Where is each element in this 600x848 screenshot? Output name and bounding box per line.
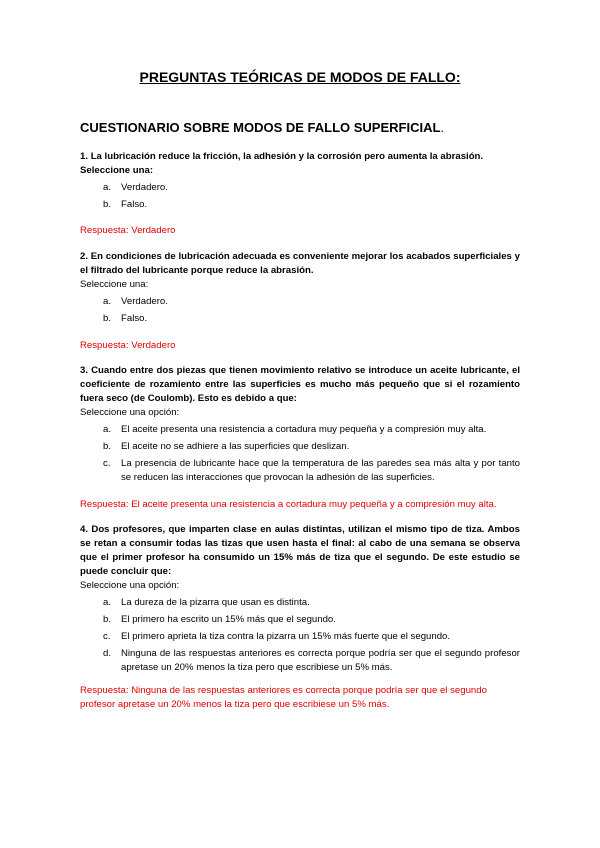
section-subtitle xyxy=(80,120,444,135)
question-text xyxy=(80,150,520,164)
option-b[interactable] xyxy=(80,312,520,326)
options-list xyxy=(80,423,520,485)
question-3 xyxy=(80,364,520,488)
question-prompt: Seleccione una: xyxy=(80,279,149,290)
option-text: El aceite no se adhiere a las superficies que deslizan. xyxy=(121,441,350,452)
question-number: 4. xyxy=(80,524,89,535)
option-a[interactable] xyxy=(80,596,520,610)
option-letter: b. xyxy=(103,614,112,625)
question-body: Dos profesores, que imparten clase en aulas distintas, utilizan el mismo tipo de tiza. Ambos se retan a consumir todas las tizas que usen hasta el final: al cabo de una semana se observa que el primer profesor ha consumido un 15% más de tiza que el segundo. De este estudio se puede concluir que: xyxy=(80,524,520,577)
option-text: Falso. xyxy=(121,313,148,324)
options-list xyxy=(80,181,520,212)
option-letter: a. xyxy=(103,424,112,435)
question-prompt: Seleccione una opción: xyxy=(80,407,180,418)
subtitle-dot: . xyxy=(440,120,445,135)
question-number: 2. xyxy=(80,251,89,262)
options-list xyxy=(80,596,520,675)
question-body: En condiciones de lubricación adecuada es conveniente mejorar los acabados superficiales y el filtrado del lubricante porque reduce la abrasión. xyxy=(80,251,520,276)
answer-1: Respuesta: Verdadero xyxy=(80,225,176,236)
option-text: Verdadero. xyxy=(121,296,168,307)
option-b[interactable] xyxy=(80,440,520,454)
question-2 xyxy=(80,250,520,329)
question-4 xyxy=(80,523,520,678)
option-letter: a. xyxy=(103,182,112,193)
option-letter: b. xyxy=(103,199,112,210)
page-title: PREGUNTAS TEÓRICAS DE MODOS DE FALLO: xyxy=(139,69,461,85)
option-b[interactable] xyxy=(80,613,520,627)
option-text: Verdadero. xyxy=(121,182,168,193)
option-letter: a. xyxy=(103,296,112,307)
option-text: La presencia de lubricante hace que la temperatura de las paredes sea más alta y por tanto se reducen las interacciones que provocan la adhesión de las superficies. xyxy=(121,458,520,483)
option-letter: c. xyxy=(103,631,111,642)
subtitle-text: CUESTIONARIO SOBRE MODOS DE FALLO SUPERFICIAL xyxy=(80,120,441,135)
option-text: La dureza de la pizarra que usan es distinta. xyxy=(121,597,310,608)
question-number: 3. xyxy=(80,365,89,376)
question-text xyxy=(80,250,520,278)
option-letter: a. xyxy=(103,597,112,608)
option-letter: b. xyxy=(103,441,112,452)
option-a[interactable] xyxy=(80,295,520,309)
option-a[interactable] xyxy=(80,423,520,437)
option-b[interactable] xyxy=(80,198,520,212)
option-text: El primero ha escrito un 15% más que el segundo. xyxy=(121,614,336,625)
question-prompt: Seleccione una: xyxy=(80,165,154,176)
question-prompt: Seleccione una opción: xyxy=(80,580,180,591)
option-text: Falso. xyxy=(121,199,148,210)
question-text xyxy=(80,523,520,579)
option-c[interactable] xyxy=(80,457,520,485)
answer-3: Respuesta: El aceite presenta una resistencia a cortadura muy pequeña y a compresión muy alta. xyxy=(80,499,497,510)
question-1 xyxy=(80,150,520,215)
question-number: 1. xyxy=(80,151,89,162)
option-letter: b. xyxy=(103,313,112,324)
option-d[interactable] xyxy=(80,647,520,675)
question-body: La lubricación reduce la fricción, la adhesión y la corrosión pero aumenta la abrasión. xyxy=(90,151,484,162)
option-text: El primero aprieta la tiza contra la pizarra un 15% más fuerte que el segundo. xyxy=(121,631,451,642)
option-a[interactable] xyxy=(80,181,520,195)
answer-2: Respuesta: Verdadero xyxy=(80,340,176,351)
answer-4: Respuesta: Ninguna de las respuestas anteriores es correcta porque podría ser que el segundo profesor apretase un 20% menos la tiza pero que escribiese un 5% más. xyxy=(80,685,487,710)
question-text xyxy=(80,364,520,406)
option-letter: d. xyxy=(103,648,112,659)
option-c[interactable] xyxy=(80,630,520,644)
option-text: Ninguna de las respuestas anteriores es correcta porque podría ser que el segundo profesor apretase un 20% menos la tiza pero que escribiese un 5% más. xyxy=(121,648,520,673)
option-text: El aceite presenta una resistencia a cortadura muy pequeña y a compresión muy alta. xyxy=(121,424,487,435)
question-body: Cuando entre dos piezas que tienen movimiento relativo se introduce un aceite lubricante, el coeficiente de rozamiento entre las superficies es mucho más pequeño que si el rozamiento fuera seco (de Coulomb). Esto es debido a que: xyxy=(80,365,520,404)
options-list xyxy=(80,295,520,326)
option-letter: c. xyxy=(103,458,111,469)
